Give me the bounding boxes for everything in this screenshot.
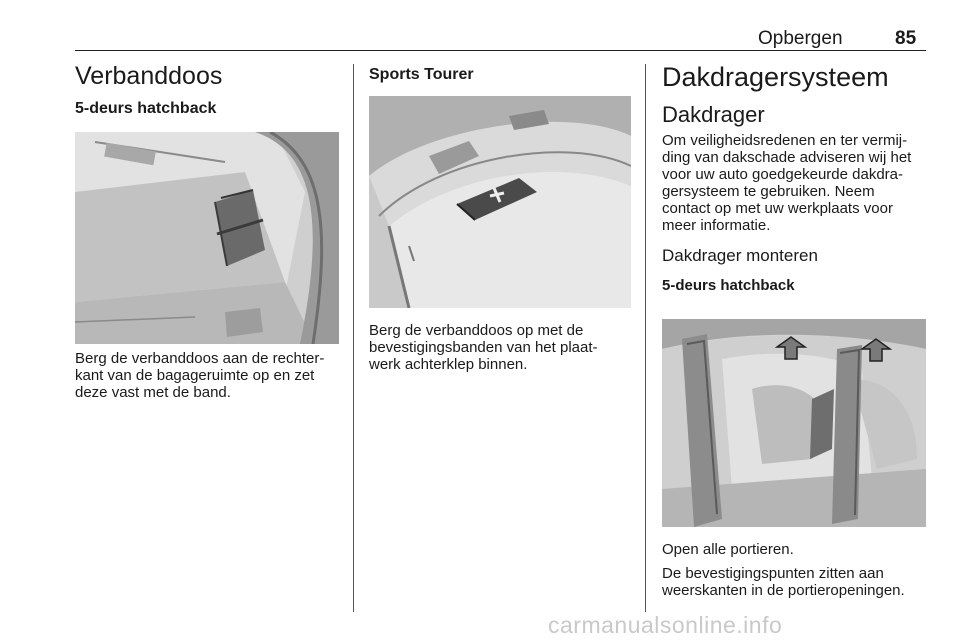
- figure-roof-rack-mounting: [662, 319, 926, 527]
- page-number: 85: [895, 28, 917, 49]
- heading-dakdrager-monteren: Dakdrager monteren: [662, 246, 818, 265]
- paragraph-line: contact op met uw werkplaats voor: [662, 200, 893, 217]
- column-3: [662, 62, 932, 294]
- mounting-steps: [662, 541, 932, 599]
- header-rule: [75, 50, 926, 51]
- car-doors-open-illustration: [662, 319, 926, 527]
- variant-heading-hatchback: 5-deurs hatchback: [662, 277, 795, 294]
- paragraph-line: Om veiligheidsredenen en ter vermij-: [662, 132, 908, 149]
- section-heading-verbanddoos: Verbanddoos: [75, 62, 223, 90]
- paragraph-line: voor uw auto goedgekeurde dakdra-: [662, 166, 903, 183]
- paragraph-line: gersysteem te gebruiken. Neem: [662, 183, 875, 200]
- column-divider-2: [645, 64, 646, 612]
- section-heading-dakdragersysteem: Dakdragersysteem: [662, 62, 889, 92]
- caption-line: kant van de bagageruimte op en zet: [75, 367, 315, 384]
- caption-line: deze vast met de band.: [75, 384, 231, 401]
- variant-heading-sports-tourer: Sports Tourer: [369, 66, 474, 83]
- section-title: Opbergen: [758, 28, 843, 49]
- hatchback-trunk-illustration: [75, 132, 339, 344]
- step-open-doors: Open alle portieren.: [662, 541, 794, 558]
- paragraph-line: meer informatie.: [662, 217, 771, 234]
- column-1: [75, 62, 345, 118]
- column-divider-1: [353, 64, 354, 612]
- caption-sports-tourer: [369, 322, 639, 373]
- subsection-heading-dakdrager: Dakdrager: [662, 102, 765, 127]
- caption-line: bevestigingsbanden van het plaat-: [369, 339, 598, 356]
- variant-heading-hatchback: 5-deurs hatchback: [75, 100, 217, 117]
- step-mounting-points: [662, 565, 932, 599]
- column-2: [369, 66, 634, 84]
- sports-tourer-tailgate-illustration: [369, 96, 631, 308]
- caption-line: Berg de verbanddoos op met de: [369, 322, 584, 339]
- intro-paragraph: [662, 132, 932, 234]
- caption-hatchback: [75, 350, 350, 401]
- paragraph-line: ding van dakschade adviseren wij het: [662, 149, 912, 166]
- figure-sports-tourer-tailgate: [369, 96, 631, 308]
- caption-line: werk achterklep binnen.: [369, 356, 528, 373]
- paragraph-line: weerskanten in de portieropeningen.: [662, 582, 905, 599]
- watermark: carmanualsonline.info: [548, 612, 783, 638]
- figure-hatchback-trunk: [75, 132, 339, 344]
- paragraph-line: De bevestigingspunten zitten aan: [662, 565, 884, 582]
- caption-line: Berg de verbanddoos aan de rechter-: [75, 350, 325, 367]
